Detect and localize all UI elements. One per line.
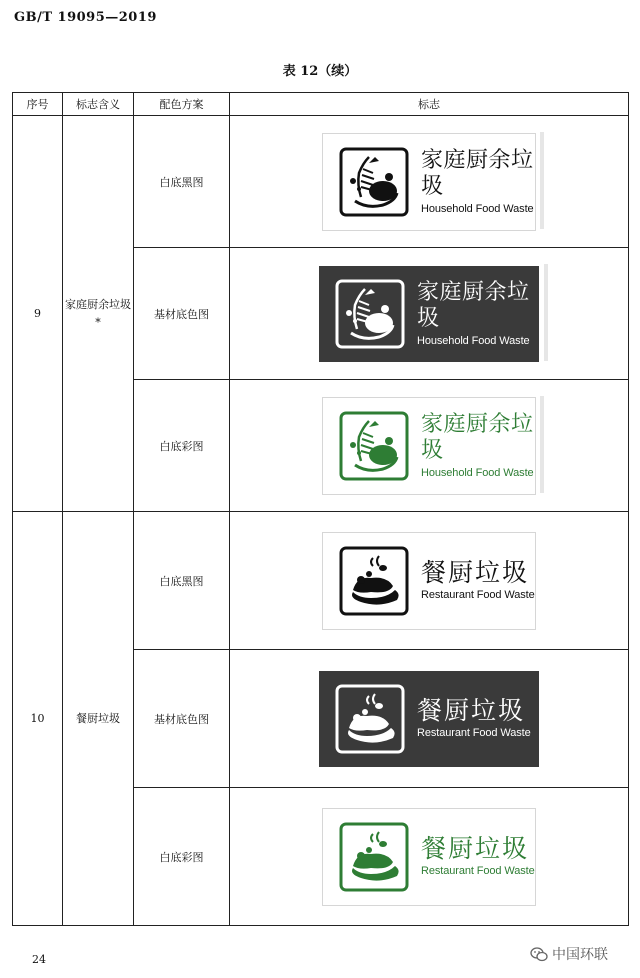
watermark (530, 944, 608, 964)
color-scheme-label: 基材底色图 (134, 248, 230, 380)
sign-cell (230, 116, 629, 248)
sign-meaning: 家庭厨余垃圾* (63, 116, 134, 512)
sign-table (12, 92, 629, 926)
watermark-text: 中国环联 (552, 947, 608, 963)
food-bowl-icon (339, 822, 409, 892)
column-header: 标志含义 (63, 93, 134, 116)
fish-bone-icon (339, 147, 409, 217)
color-scheme-label: 白底彩图 (134, 380, 230, 512)
sign-restaurant-white-black (322, 532, 536, 630)
sign-english-text: Household Food Waste (421, 467, 534, 479)
food-bowl-icon (335, 684, 405, 754)
fish-bone-icon (335, 279, 405, 349)
column-header: 配色方案 (134, 93, 230, 116)
food-bowl-icon (339, 546, 409, 616)
sign-restaurant-dark-white (319, 671, 539, 767)
table-header-row (13, 93, 629, 116)
sign-cell (230, 650, 629, 788)
sign-household-white-green (322, 397, 536, 495)
sign-cell (230, 380, 629, 512)
table-row (13, 116, 629, 248)
sign-chinese-text: 餐厨垃圾 (421, 834, 530, 863)
standard-code: GB/T 19095—2019 (14, 10, 157, 25)
sign-english-text: Restaurant Food Waste (417, 727, 531, 739)
page-number: 24 (32, 953, 46, 966)
sign-cell (230, 248, 629, 380)
sign-english-text: Restaurant Food Waste (421, 865, 535, 877)
color-scheme-label: 白底黑图 (134, 512, 230, 650)
table-row (13, 512, 629, 650)
table-title: 表 12（续） (282, 64, 358, 79)
sign-chinese-text: 家庭厨余垃圾 (421, 148, 534, 199)
row-number: 9 (13, 116, 63, 512)
color-scheme-label: 白底黑图 (134, 116, 230, 248)
sign-cell (230, 512, 629, 650)
row-number: 10 (13, 512, 63, 926)
sign-english-text: Household Food Waste (421, 203, 534, 215)
sign-cell (230, 788, 629, 926)
column-header: 序号 (13, 93, 63, 116)
color-scheme-label: 基材底色图 (134, 650, 230, 788)
sign-household-white-black (322, 133, 536, 231)
sign-meaning: 餐厨垃圾 (63, 512, 134, 926)
sign-english-text: Restaurant Food Waste (421, 589, 535, 601)
sign-chinese-text: 家庭厨余垃圾 (421, 412, 534, 463)
sign-english-text: Household Food Waste (417, 335, 530, 347)
color-scheme-label: 白底彩图 (134, 788, 230, 926)
sign-chinese-text: 家庭厨余垃圾 (417, 280, 530, 331)
sign-chinese-text: 餐厨垃圾 (417, 696, 526, 725)
fish-bone-icon (339, 411, 409, 481)
wechat-icon (530, 947, 548, 962)
column-header: 标志 (230, 93, 629, 116)
sign-household-dark-white (319, 266, 539, 362)
sign-chinese-text: 餐厨垃圾 (421, 558, 530, 587)
sign-restaurant-white-green (322, 808, 536, 906)
